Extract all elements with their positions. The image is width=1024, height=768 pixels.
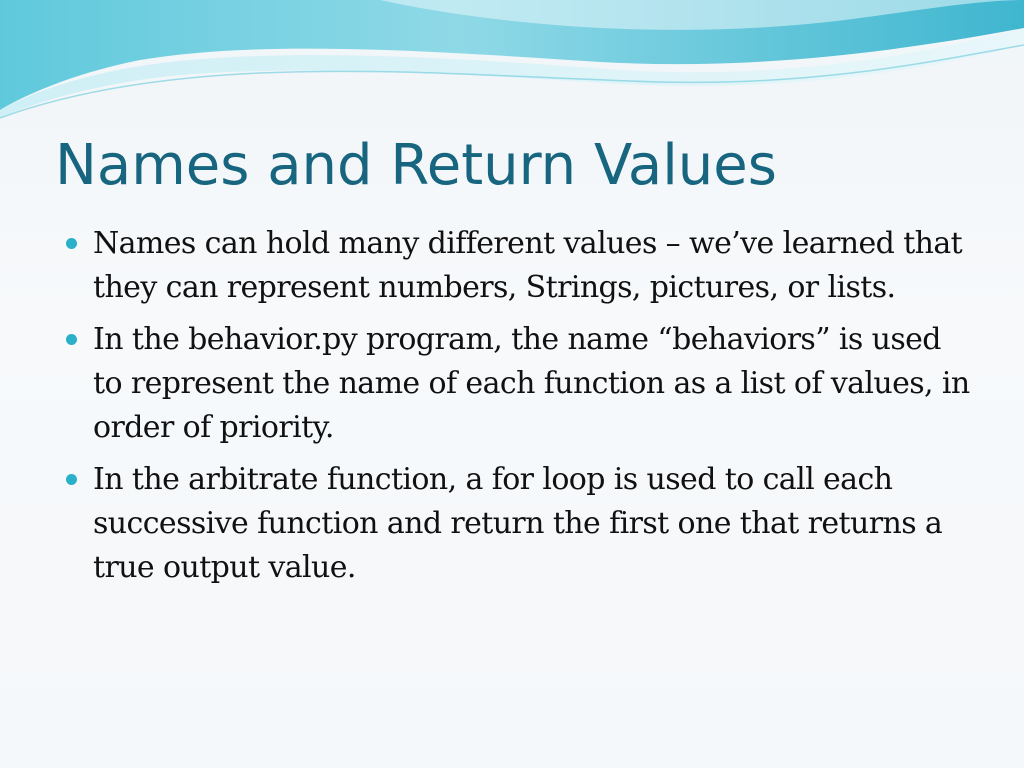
bullet-dot-icon: [66, 238, 77, 249]
bullet-item: [66, 318, 976, 450]
bullet-text: In the arbitrate function, a for loop is used to call each successive function and return the first one that returns a true output value.: [93, 462, 943, 585]
bullet-item: [66, 222, 976, 310]
bullet-dot-icon: [66, 474, 77, 485]
bullet-text: Names can hold many different values – we’ve learned that they can represent numbers, Strings, pictures, or lists.: [93, 226, 963, 305]
bullet-item: [66, 458, 976, 590]
bullet-dot-icon: [66, 334, 77, 345]
bullet-list: [66, 222, 976, 598]
wave-header-decoration: [0, 0, 1024, 130]
bullet-text: In the behavior.py program, the name “behaviors” is used to represent the name of each function as a list of values, in order of priority.: [93, 322, 970, 445]
slide-title: Names and Return Values: [55, 133, 777, 198]
